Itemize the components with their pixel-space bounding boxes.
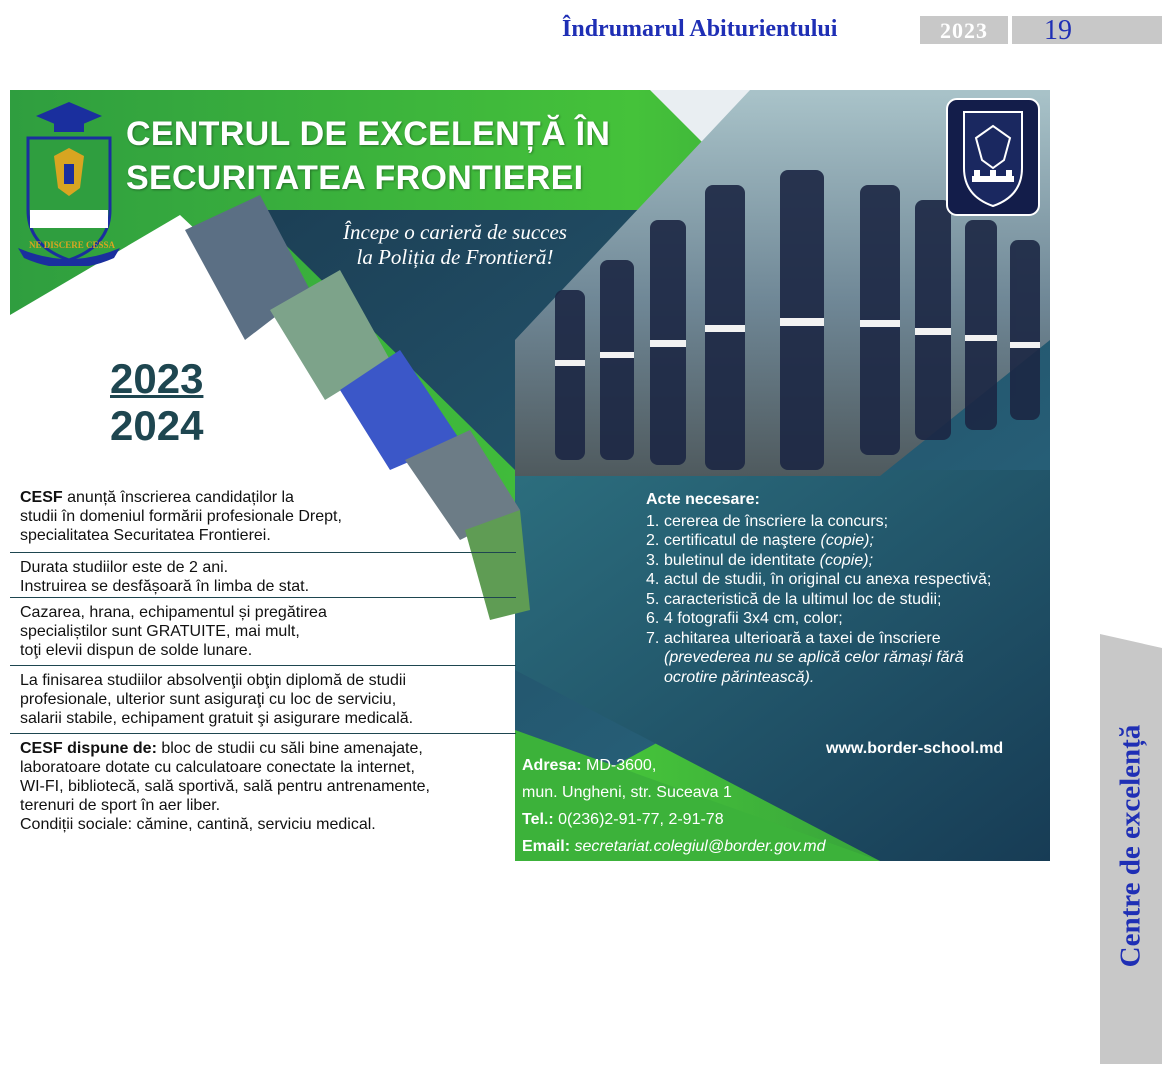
facilities-label: CESF dispune de: [20,740,157,757]
page-number-box [1012,16,1162,44]
page-header-year: 2023 [920,16,1008,44]
tagline-line-1: Începe o carieră de succes [343,220,567,244]
academic-years [110,355,203,449]
emblem-motto: NE DISCERE CESSA [28,240,116,250]
document-item: 5. caracteristică de la ultimul loc de studii; [646,590,942,608]
page-number: 19 [1044,15,1072,46]
academic-year-start: 2023 [110,355,204,402]
title-line-2: SECURITATEA FRONTIEREI [126,159,584,197]
poster [10,90,1050,861]
border-police-emblem [946,98,1040,216]
email-link[interactable]: secretariat.colegiul@border.gov.md [570,838,826,855]
contact-info: Adresa: MD-3600, mun. Ungheni, str. Suceava 1 Tel.: 0(236)2-91-77, 2-91-78 Email: secretariat.colegiul@border.gov.md [522,757,826,855]
page-header-title: Îndrumarul Abiturientului [562,16,838,42]
website-link[interactable]: www.border-school.md [826,740,1004,757]
required-documents [646,490,1046,687]
poster-title [126,112,610,200]
divider [10,665,516,666]
divider [10,552,516,553]
document-item: 7. achitarea ulterioară a taxei de înscriere [646,629,941,647]
academic-year-end: 2024 [110,402,204,449]
document-item: 2. certificatul de naştere (copie); [646,532,874,549]
document-item: 6. 4 fotografii 3x4 cm, color; [646,610,843,627]
divider [10,597,516,598]
tagline-line-2: la Poliția de Frontieră! [356,245,554,269]
document-item: 4. actul de studii, în original cu anexa respectivă; [646,571,992,588]
document-item: 3. buletinul de identitate (copie); [646,551,874,569]
info-graduation: La finisarea studiilor absolvenţii obţin diplomă de studii profesionale, ulterior sunt asiguraţi cu loc de serviciu, salarii stabile, echipament gratuit şi asigurare medicală. [20,672,414,727]
info-announcement: CESF anunță înscrierea candidaților la studii în domeniul formării profesionale Drept, specialitatea Securitatea Frontierei. [20,489,342,544]
info-facilities: CESF dispune de: bloc de studii cu săli bine amenajate, laboratoare dotate cu calculatoare conectate la internet, WI-FI, bibliotecă, sală sportivă, sală pentru antrenamente, terenuri de sport în aer liber. Condiții sociale: cămine, cantină, serviciu medical. [20,740,430,833]
document-item: 1. cererea de înscriere la concurs; [646,512,889,530]
document-item-note: (prevederea nu se aplică celor rămași fără ocrotire părintească). [664,649,964,686]
info-duration: Durata studiilor este de 2 ani. Instruirea se desfășoară în limba de stat. [20,559,310,595]
tagline [300,220,610,270]
title-line-1: CENTRUL DE EXCELENȚĂ ÎN [126,115,611,153]
cesf-label: CESF [20,489,63,506]
side-section-label: Centre de excelență [1114,724,1147,968]
required-documents-heading: Acte necesare: [646,491,760,508]
divider [10,733,516,734]
info-free-services: Cazarea, hrana, echipamentul și pregătirea specialiștilor sunt GRATUITE, mai mult, toţi elevii dispun de solde lunare. [20,604,327,659]
